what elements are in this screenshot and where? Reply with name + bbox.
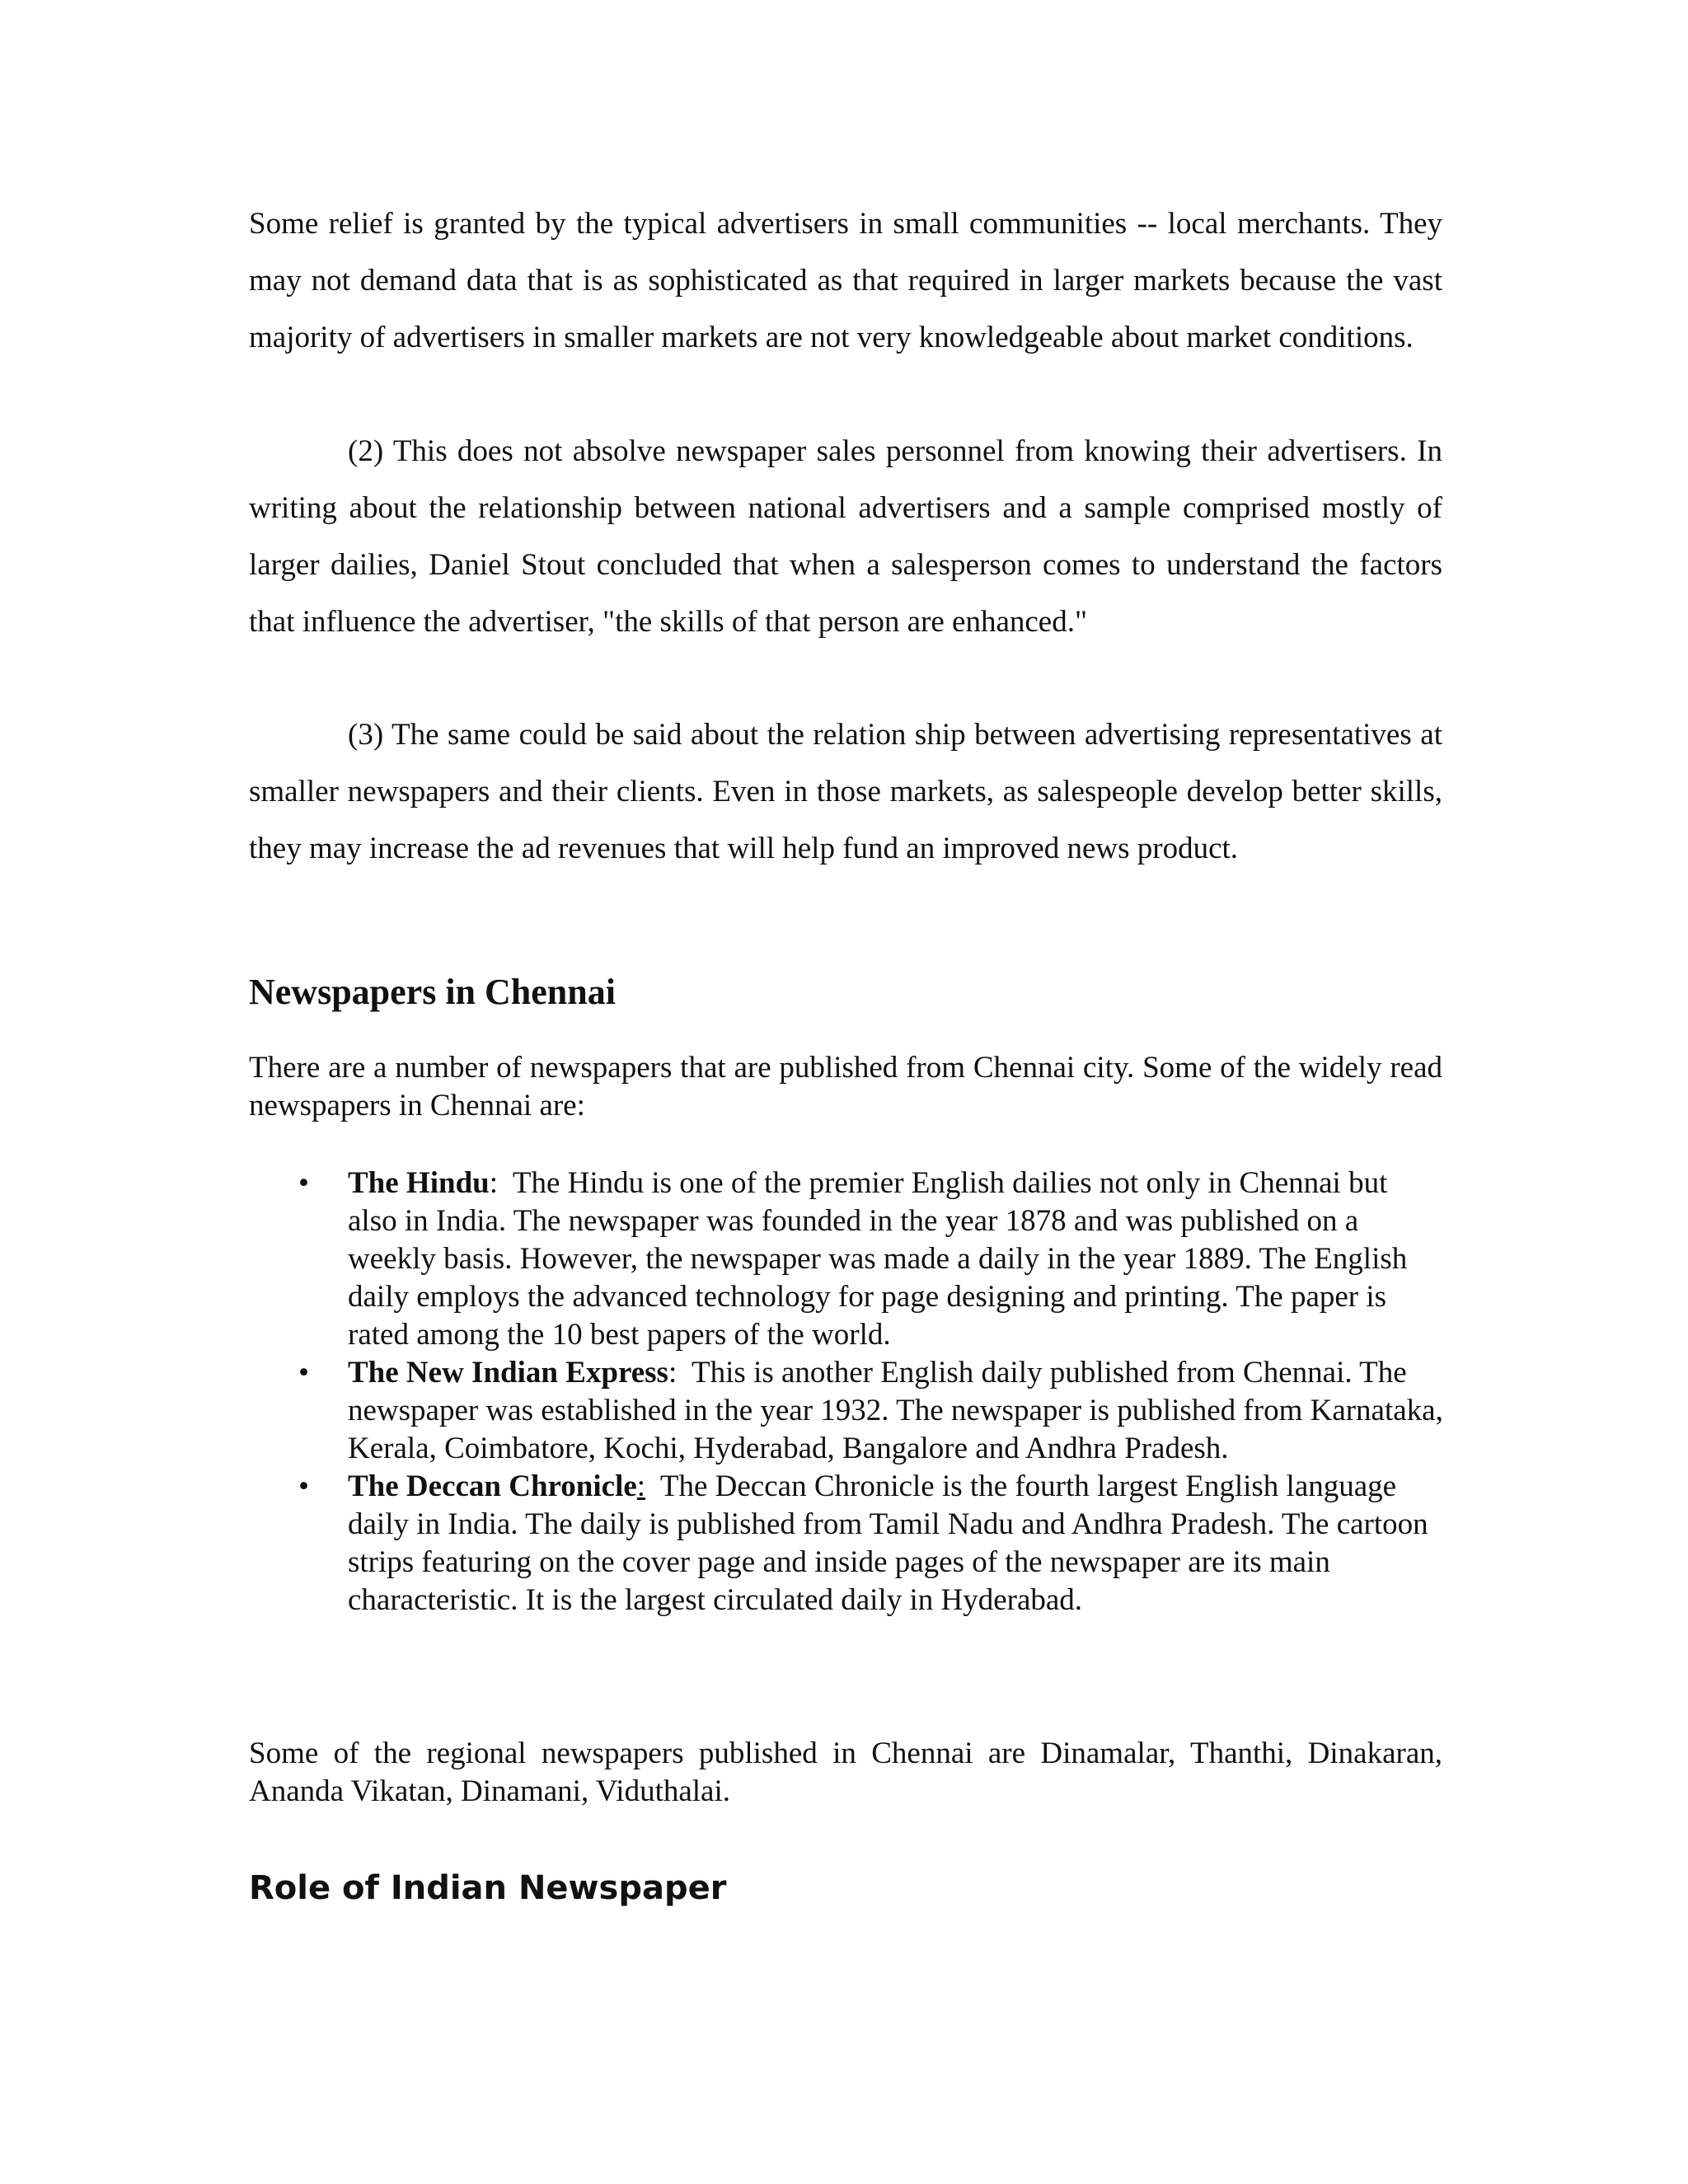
bullet-icon: • <box>298 1469 309 1503</box>
heading-role-of-indian-newspaper: Role of Indian Newspaper <box>249 1869 727 1907</box>
paragraph-advertisers-relief: Some relief is granted by the typical advertisers in small communities -- local merchants. They may not demand data that is as sophisticated as that required in larger markets because the vast majority of advertisers in smaller markets are not very knowledgeable about market conditions. <box>249 207 1442 354</box>
title-separator: : <box>636 1469 646 1503</box>
heading-newspapers-in-chennai: Newspapers in Chennai <box>249 972 616 1012</box>
bullet-icon: • <box>298 1166 309 1200</box>
newspaper-title: The Deccan Chronicle <box>348 1469 637 1503</box>
newspaper-description: The Hindu is one of the premier English dailies not only in Chennai but also in India. The newspaper was founded in the year 1878 and was published on a weekly basis. However, the newspaper was made a daily in the year 1889. The English daily employs the advanced technology for page designing and printing. The paper is rated among the 10 best papers of the world. <box>348 1166 1415 1352</box>
newspaper-description: The Deccan Chronicle is the fourth largest English language daily in India. The daily is published from Tamil Nadu and Andhra Pradesh. The cartoon strips featuring on the cover page and inside pages of the newspaper are its main characteristic. It is the largest circulated daily in Hyderabad. <box>348 1469 1436 1617</box>
newspaper-title: The Hindu <box>348 1166 490 1200</box>
title-separator: : <box>668 1356 678 1390</box>
list-item-deccan-chronicle <box>249 1468 1444 1619</box>
newspaper-list <box>249 1165 1451 1619</box>
paragraph-regional-newspapers: Some of the regional newspapers published in Chennai are Dinamalar, Thanthi, Dinakaran, Ananda Vikatan, Dinamani, Viduthalai. <box>249 1736 1442 1808</box>
newspaper-title: The New Indian Express <box>348 1356 668 1390</box>
title-separator: : <box>489 1166 499 1200</box>
paragraph-sales-personnel: (2) This does not absolve newspaper sales personnel from knowing their advertisers. In writing about the relationship between national advertisers and a sample comprised mostly of larger dailies, Daniel Stout concluded that when a salesperson comes to understand the factors that influence the advertiser, "the skills of that person are enhanced." <box>249 434 1442 639</box>
list-item-new-indian-express <box>249 1354 1451 1468</box>
newspaper-description: This is another English daily published from Chennai. The newspaper was established in the year 1932. The newspaper is published from Karnataka, Kerala, Coimbatore, Kochi, Hyderabad, Bangalore and Andhra Pradesh. <box>348 1356 1451 1465</box>
list-item-the-hindu <box>249 1165 1444 1354</box>
bullet-icon: • <box>298 1356 309 1390</box>
paragraph-chennai-intro: There are a number of newspapers that are published from Chennai city. Some of the widely read newspapers in Chennai are: <box>249 1051 1442 1122</box>
paragraph-advertising-representatives: (3) The same could be said about the relation ship between advertising representatives at smaller newspapers and their clients. Even in those markets, as salespeople develop better skills, they may increase the ad revenues that will help fund an improved news product. <box>249 718 1442 865</box>
